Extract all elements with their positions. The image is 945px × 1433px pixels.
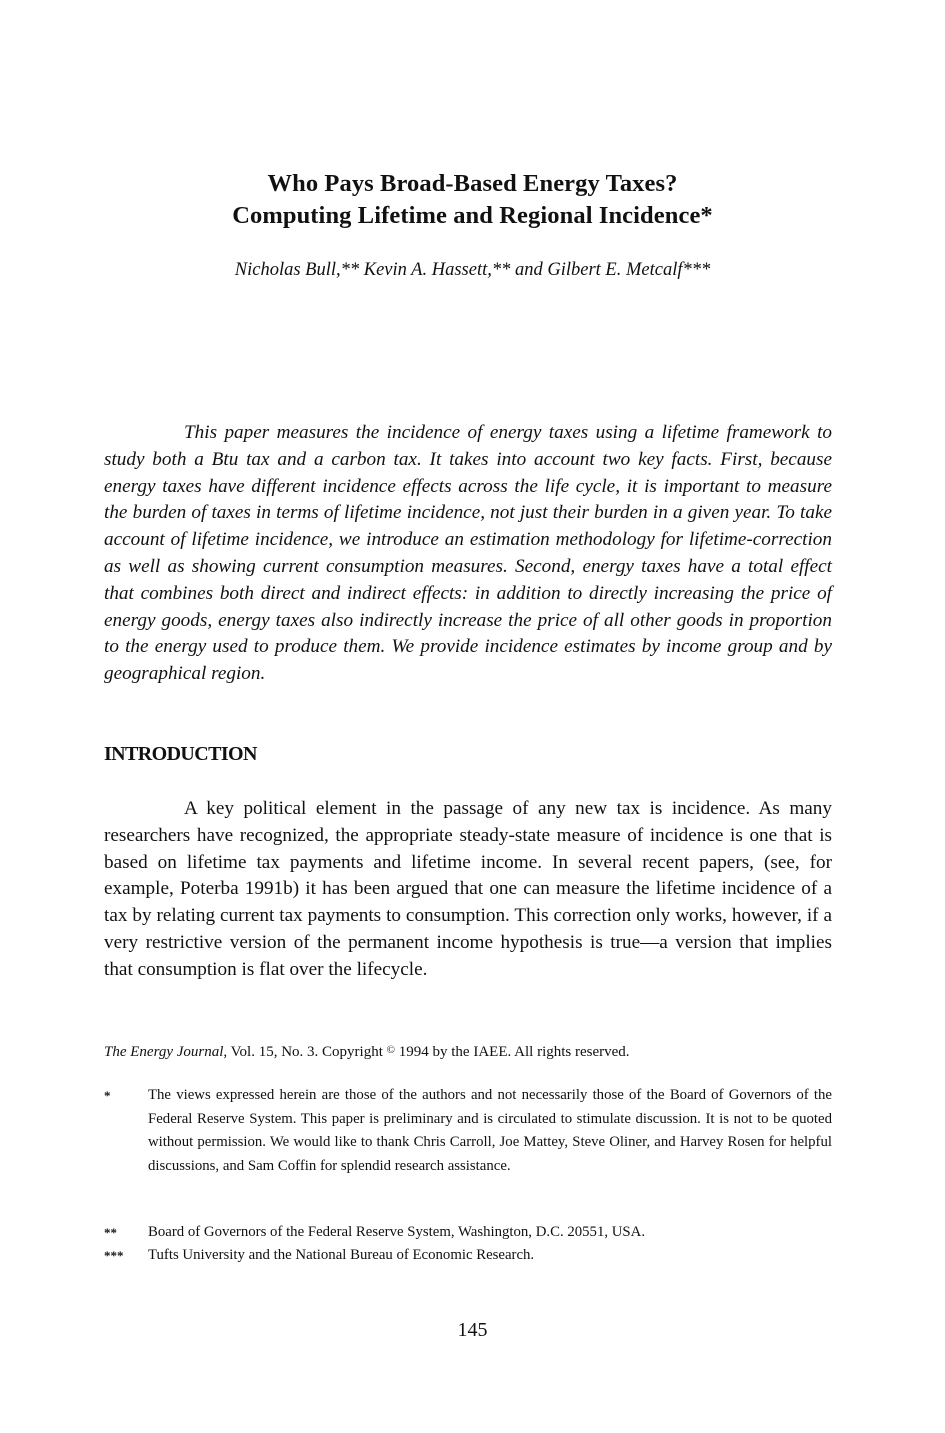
- journal-details: , Vol. 15, No. 3. Copyright: [223, 1044, 387, 1060]
- footnote-text: The views expressed herein are those of the authors and not necessarily those of the Board of Governors of the Federal Reserve System. This paper is preliminary and is circulated to stimulate discussion. It is not to be quoted without permission. We would like to thank Chris Carroll, Joe Mattey, Steve Oliner, and Harvey Rosen for helpful discussions, and Sam Coffin for splendid research assistance.: [148, 1087, 832, 1174]
- introduction-paragraph: A key political element in the passage of any new tax is incidence. As many researchers have recognized, the appropriate steady-state measure of incidence is one that is based on lifetime tax payments and lifetime income. In several recent papers, (see, for example, Poterba 1991b) it has been argued that one can measure the lifetime incidence of a tax by relating current tax payments to consumption. This correction only works, however, if a very restrictive version of the permanent income hypothesis is true—a version that implies that consumption is flat over the lifecycle.: [104, 798, 832, 980]
- footnote-text: Board of Governors of the Federal Reserve System, Washington, D.C. 20551, USA.: [148, 1224, 646, 1240]
- author-list: Nicholas Bull,** Kevin A. Hassett,** and Gilbert E. Metcalf***: [234, 260, 711, 280]
- footnote-marker: ***: [104, 1248, 124, 1263]
- footnote-text: Tufts University and the National Bureau of Economic Research.: [148, 1247, 535, 1263]
- footnote-marker: *: [104, 1088, 111, 1103]
- journal-citation: [104, 1040, 630, 1062]
- abstract: This paper measures the incidence of energy taxes using a lifetime framework to study both a Btu tax and a carbon tax. It takes into account two key facts. First, because energy taxes have different incidence effects across the life cycle, it is important to measure the burden of taxes in terms of lifetime incidence, not just their burden in a given year. To take account of lifetime incidence, we introduce an estimation methodology for lifetime-correction as well as showing current consumption measures. Second, energy taxes have a total effect that combines both direct and indirect effects: in addition to directly increasing the price of energy goods, energy taxes also indirectly increase the price of all other goods in proportion to the energy used to produce them. We provide incidence estimates by income group and by geographical region.: [104, 422, 832, 685]
- footnote-3: [104, 1244, 832, 1268]
- footnote-marker: **: [104, 1225, 117, 1240]
- journal-copyright: 1994 by the IAEE. All rights reserved.: [395, 1044, 630, 1060]
- paper-title: [0, 168, 945, 232]
- title-line-2: Computing Lifetime and Regional Incidence*: [232, 202, 713, 229]
- page-number: 145: [457, 1319, 488, 1341]
- footnote-2: [104, 1221, 832, 1245]
- section-heading-introduction: INTRODUCTION: [104, 743, 257, 765]
- journal-name: The Energy Journal: [104, 1044, 224, 1060]
- copyright-symbol: ©: [386, 1044, 395, 1056]
- title-line-1: Who Pays Broad-Based Energy Taxes?: [267, 170, 678, 197]
- footnote-1: [104, 1084, 832, 1178]
